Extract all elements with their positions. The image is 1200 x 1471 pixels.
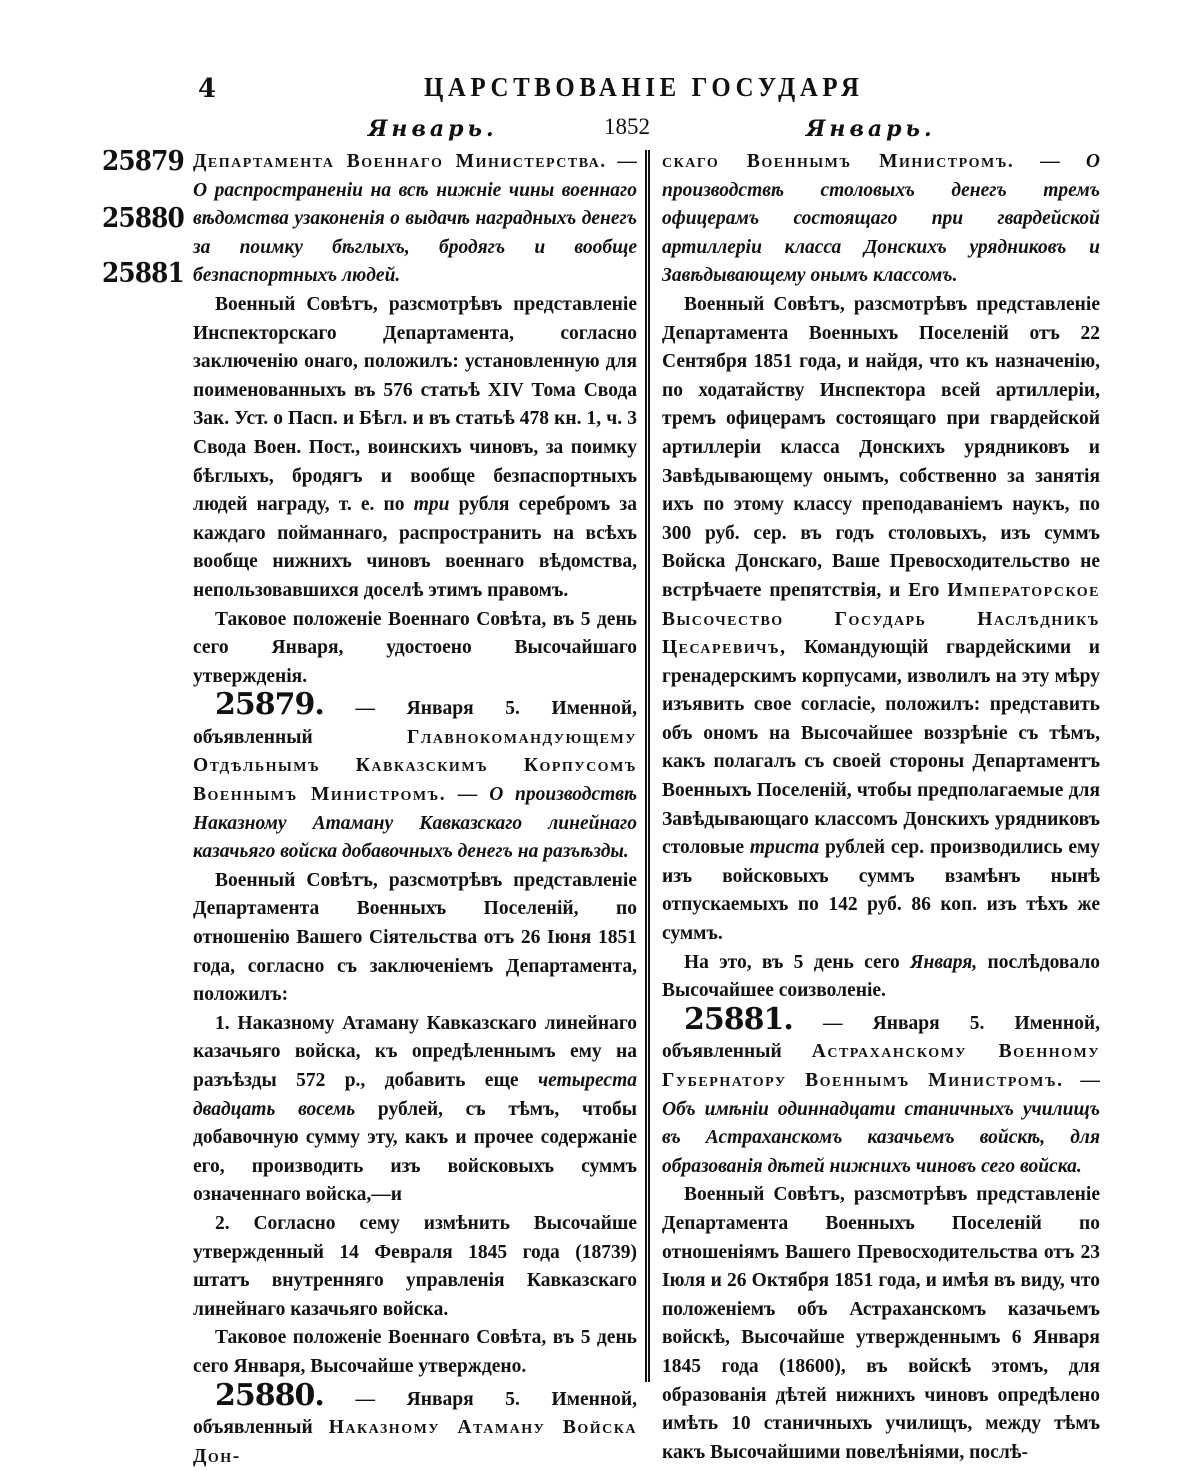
paragraph-text: послѣдовало Высочайшее соизволеніе.: [662, 951, 1101, 1002]
page-number: 4: [198, 74, 217, 104]
intro-heading: Департамента Военнаго Министерства.: [193, 151, 607, 172]
entry-addressee: Астраханскому Военному Губернатору Военнымъ Министромъ.: [662, 1041, 1100, 1091]
month-right: Январь.: [806, 116, 936, 142]
paragraph-text: рубля серебромъ за каждаго пойманнаго, распространить на всѣхъ вообще нижнихъ чиновъ военнаго вѣдомства, непользовавшихся доселѣ этимъ правомъ.: [193, 494, 638, 601]
paragraph-text: рублей сер. производились ему изъ войсковыхъ суммъ взамѣнъ нынѣ отпускаемыхъ по 142 руб. 86 коп. изъ тѣхъ же суммъ.: [662, 837, 1101, 945]
paragraph-text: На это, въ 5 день сего: [684, 951, 900, 973]
running-title: ЦАРСТВОВАНІЕ ГОСУДАРЯ: [424, 72, 864, 102]
paragraph: Военный Совѣтъ, разсмотрѣвъ представленіе Департамента Военныхъ Поселеній, по отношенію Вашего Сіятельства отъ 26 Іюня 1851 года, согласно съ заключеніемъ Департамента, положилъ:: [193, 869, 637, 1006]
entry-25881: [662, 1001, 1100, 1182]
paragraph-text: рублей, съ тѣмъ, чтобы добавочную сумму эту, какъ и прочее содержаніе его, производить изъ войсковыхъ суммъ означеннаго войска,—и: [193, 1098, 637, 1206]
entry-addressee: скаго Военнымъ Министромъ.: [662, 151, 1015, 172]
paragraph: Таковое положеніе Военнаго Совѣта, въ 5 день сего Января, удостоено Высочайшаго утвержденія.: [193, 608, 637, 687]
entry-number: 25881.: [684, 1001, 793, 1037]
month-left: Январь.: [368, 116, 498, 142]
entry-25880: [193, 1377, 638, 1471]
entry-number: 25879.: [215, 687, 324, 723]
emphasis-text: Января,: [910, 951, 978, 973]
paragraph-text: Военный Совѣтъ, разсмотрѣвъ представленіе Инспекторскаго Департамента, согласно заключенію онаго, положилъ: установленную для поименованныхъ въ 576 статьѣ XIV Тома Свода Зак. Уст. о Пасп. и Бѣгл. и въ статьѣ 478 кн. 1, ч. 3 Свода Воен. Пост., воинскихъ чиновъ, за поимку бѣглыхъ, бродягъ и вообще безпаспортныхъ людей награду, т. е. по: [193, 293, 637, 516]
column-divider: [645, 150, 650, 1382]
intro-block: [193, 148, 637, 291]
entry-subject: — О производствѣ столовыхъ денегъ тремъ офицерамъ состоящаго при гвардейской артиллеріи класса Донскихъ урядниковъ и Завѣдывающему онымъ классомъ.: [662, 151, 1100, 287]
numbered-item: [193, 1010, 637, 1210]
paragraph: [662, 949, 1100, 1006]
entry-date: — Января 5. Именной, объявленный: [193, 1388, 637, 1439]
margin-number: 25879: [102, 146, 184, 177]
entry-date: — Января 5. Именной, объявленный: [662, 1012, 1100, 1063]
emphasis-text: триста: [749, 837, 820, 859]
left-column: [193, 148, 637, 1471]
entry-date: — Января 5. Именной, объявленный: [193, 698, 637, 748]
entry-subject: — О производствѣ Наказному Атаману Кавказскаго линейнаго казачьяго войска добавочныхъ денегъ на разъѣзды.: [193, 784, 638, 863]
intro-subject: — О распространеніи на всѣ нижніе чины военнаго вѣдомства узаконенія о выдачѣ наградныхъ денегъ за поимку бѣглыхъ, бродягъ и вообще безпаспортныхъ людей.: [193, 151, 637, 287]
entry-subject: — Объ имѣніи одиннадцати станичныхъ училищъ въ Астраханскомъ казачьемъ войскѣ, для образованія дѣтей нижнихъ чиновъ сего войска.: [662, 1070, 1100, 1177]
paragraph: [662, 291, 1100, 949]
entry-number: 25880.: [215, 1377, 324, 1413]
entry-addressee: Главнокомандующему Отдѣльнымъ Кавказскимъ Корпусомъ Военнымъ Министромъ.: [193, 726, 637, 806]
entry-25880-cont: [662, 148, 1100, 291]
right-column: [662, 148, 1100, 1467]
caps-text: Императорское Высочество Государь Наслѣдникъ Цесаревичъ,: [662, 579, 1100, 659]
margin-number: 25880: [102, 203, 184, 234]
paragraph-text: Военный Совѣтъ, разсмотрѣвъ представленіе Департамента Военныхъ Поселеній отъ 22 Сентября 1851 года, и найдя, что къ назначенію, по ходатайству Инспектора всей артиллеріи, тремъ офицерамъ состоящаго при гвардейской артиллеріи класса Донскихъ урядниковъ и Завѣдывающему онымъ, собственно за занятія ихъ по этому классу преподаваніемъ наукъ, по 300 руб. сер. въ годъ столовыхъ, изъ суммъ Войска Донскаго, Ваше Превосходительство не встрѣчаете препятствія, и Его: [662, 293, 1100, 601]
emphasis-text: четыреста двадцать восемь: [193, 1070, 637, 1120]
year: 1852: [604, 114, 650, 139]
paragraph: Военный Совѣтъ, разсмотрѣвъ представленіе Департамента Военныхъ Поселеній по отношеніямъ Вашего Превосходительства отъ 23 Іюля и 26 Октября 1851 года, и имѣя въ виду, что положеніемъ объ Астраханскомъ казачьемъ войскѣ, Высочайше утвержденнымъ 6 Января 1845 года (18600), въ войскѣ этомъ, для образованія дѣтей нижнихъ чиновъ опредѣлено имѣть 10 станичныхъ училищъ, между тѣмъ какъ Высочайшими повелѣніями, послѣ-: [662, 1184, 1100, 1463]
paragraph-text: Командующій гвардейскими и гренадерскимъ корпусами, изволилъ на эту мѣру изъявить свое согласіе, положилъ: представить объ ономъ на Высочайшее воззрѣніе съ тѣмъ, какъ полагалъ съ своей стороны Департаментъ Военныхъ Поселеній, чтобы предполагаемые для Завѣдывающаго классомъ Донскихъ урядниковъ столовые: [662, 637, 1101, 859]
paragraph: Таковое положеніе Военнаго Совѣта, въ 5 день сего Января, Высочайше утверждено.: [193, 1327, 637, 1377]
paragraph-text: 1. Наказному Атаману Кавказскаго линейнаго казачьяго войска, къ опредѣленнымъ ему на разъѣзды 572 р., добавить еще: [193, 1012, 637, 1091]
numbered-item: 2. Согласно сему измѣнить Высочайше утвержденный 14 Февраля 1845 года (18739) штатъ внутренняго управленія Кавказскаго линейнаго казачьяго войска.: [193, 1212, 637, 1320]
entry-addressee: Наказному Атаману Войска Дон-: [193, 1417, 638, 1467]
paragraph: [193, 291, 637, 606]
entry-25879: [193, 687, 638, 867]
emphasis-text: три: [413, 494, 450, 516]
margin-number: 25881: [102, 258, 184, 289]
